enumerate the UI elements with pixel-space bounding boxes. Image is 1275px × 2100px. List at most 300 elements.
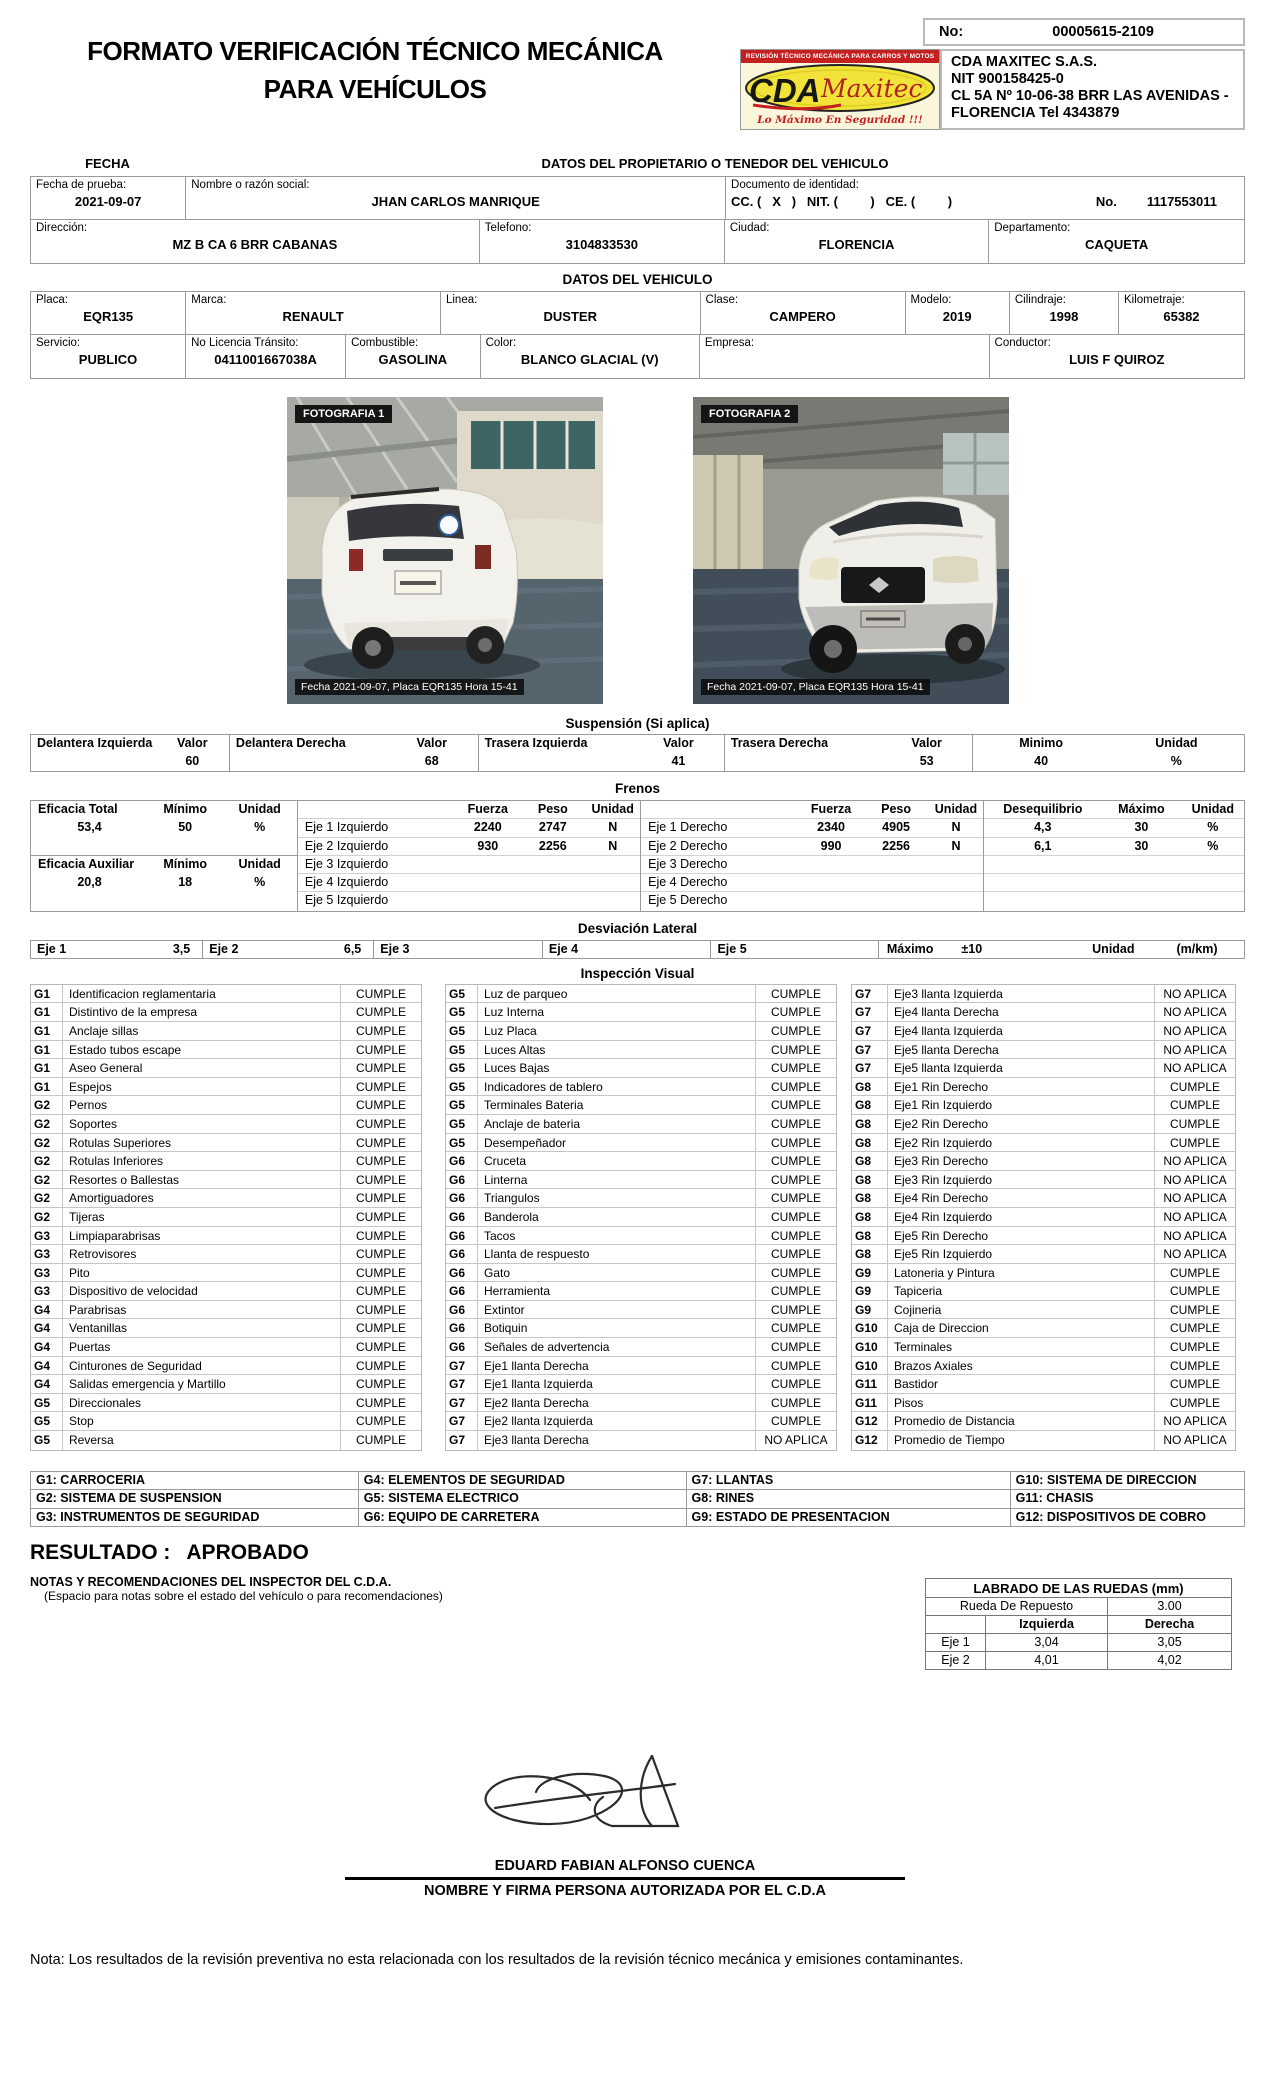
signer-name: EDUARD FABIAN ALFONSO CUENCA — [494, 1858, 756, 1874]
group-code: G7 — [446, 1394, 478, 1412]
minimo-header: Minimo — [1019, 736, 1063, 750]
inspection-row — [852, 1301, 1235, 1320]
inspection-item-label: Eje1 Rin Derecho — [888, 1078, 1155, 1096]
group-code: G6 — [446, 1152, 478, 1170]
group-code: G5 — [31, 1394, 63, 1412]
inspection-row — [31, 1152, 421, 1171]
group-code: G2 — [31, 1115, 63, 1133]
deviation-axle-4: Eje 4 — [543, 941, 712, 958]
field-label: Marca: — [191, 294, 227, 306]
deviation-axle-1: Eje 1 3,5 — [31, 941, 203, 958]
group-code: G10 — [852, 1319, 888, 1337]
field-value: 2021-09-07 — [74, 194, 142, 209]
inspection-row — [852, 1096, 1235, 1115]
inspection-row — [852, 1041, 1235, 1060]
field-value: 2019 — [942, 309, 972, 324]
vehicle-table — [30, 291, 1245, 379]
logo-banner-text: REVISIÓN TÉCNICO MECÁNICA PARA CARROS Y MOTOS — [741, 50, 939, 63]
notes-title: NOTAS Y RECOMENDACIONES DEL INSPECTOR DEL C.D.A. — [30, 1575, 392, 1590]
inspection-row — [852, 1245, 1235, 1264]
inspection-item-label: Bastidor — [888, 1375, 1155, 1393]
inspection-item-label: Herramienta — [478, 1282, 756, 1300]
inspection-row — [852, 1078, 1235, 1097]
total-efficiency-value: 53,4 — [77, 820, 102, 835]
page-title-line1: FORMATO VERIFICACIÓN TÉCNICO MECÁNICA — [87, 36, 663, 66]
inspection-row — [852, 1282, 1235, 1301]
suspension-label: Trasera Izquierda — [484, 736, 588, 750]
vehicle-row-1 — [31, 292, 1244, 335]
group-code: G5 — [446, 1022, 478, 1040]
axle-label: Eje 5 Izquierdo — [304, 893, 389, 908]
inspection-item-label: Anclaje sillas — [63, 1022, 341, 1040]
field-color — [481, 335, 700, 378]
inspection-item-label: Pernos — [63, 1096, 341, 1114]
group-code: G6 — [446, 1227, 478, 1245]
group-code: G8 — [852, 1227, 888, 1245]
group-code: G2 — [31, 1189, 63, 1207]
group-code: G2 — [31, 1208, 63, 1226]
inspection-row — [31, 1319, 421, 1338]
field-label: Kilometraje: — [1124, 294, 1185, 306]
axle-unit: N — [608, 838, 618, 853]
field-label: Conductor: — [994, 337, 1051, 349]
inspection-item-label: Latoneria y Pintura — [888, 1264, 1155, 1282]
brake-axle-row — [641, 856, 983, 874]
inspection-item-label: Pisos — [888, 1394, 1155, 1412]
inspection-status: CUMPLE — [1169, 1284, 1220, 1299]
group-code: G9 — [852, 1301, 888, 1319]
group-code: G11 — [852, 1375, 888, 1393]
inspection-row — [852, 1227, 1235, 1246]
inspection-row — [852, 1357, 1235, 1376]
inspection-status: CUMPLE — [355, 1414, 406, 1429]
axle-weight: 2256 — [882, 838, 910, 853]
field-label: Empresa: — [704, 337, 755, 349]
result-line — [30, 1541, 1245, 1565]
group-code: G12 — [852, 1412, 888, 1430]
brake-axle-row — [298, 874, 640, 892]
inspection-column-2 — [445, 984, 837, 1451]
inspection-item-label: Promedio de Tiempo — [888, 1431, 1155, 1450]
inspection-row — [31, 1412, 421, 1431]
group-code: G8 — [852, 1189, 888, 1207]
inspection-item-label: Extintor — [478, 1301, 756, 1319]
brake-axle-row — [298, 838, 640, 856]
inspection-status: CUMPLE — [355, 1098, 406, 1113]
field-clase — [701, 292, 906, 334]
inspection-status: CUMPLE — [355, 1154, 406, 1169]
group-code: G6 — [446, 1189, 478, 1207]
group-code: G7 — [852, 1059, 888, 1077]
inspection-status: CUMPLE — [1169, 1135, 1220, 1150]
field-label: Departamento: — [994, 222, 1071, 234]
axle-force — [455, 856, 520, 873]
axle-label: Eje 2 Derecho — [648, 838, 728, 853]
inspection-status: NO APLICA — [1163, 1005, 1227, 1020]
imbalance-max — [1101, 856, 1181, 873]
inspection-item-label: Luces Bajas — [478, 1059, 756, 1077]
brakes-right-axles-block: Fuerza Peso Unidad Eje 1 Derecho 2340 4905 N Eje 2 Derecho 990 2256 N Eje 3 Derecho Eje 4 Derecho Eje 5 Derecho — [641, 801, 984, 911]
group-code: G1 — [31, 1041, 63, 1059]
inspection-row — [446, 1319, 836, 1338]
group-code: G1 — [31, 985, 63, 1003]
fecha-section-title: FECHA — [85, 156, 130, 171]
group-code: G4 — [31, 1357, 63, 1375]
axle-weight — [520, 892, 585, 910]
field-value: 0411001667038A — [214, 352, 317, 367]
owner-section-title: DATOS DEL PROPIETARIO O TENEDOR DEL VEHICULO — [541, 156, 889, 171]
inspection-status: CUMPLE — [770, 1358, 821, 1373]
inspection-item-label: Eje5 llanta Izquierda — [888, 1059, 1155, 1077]
inspection-status: NO APLICA — [1163, 1433, 1227, 1448]
inspection-status: CUMPLE — [355, 1321, 406, 1336]
inspection-status: CUMPLE — [355, 986, 406, 1001]
inspection-item-label: Rotulas Inferiores — [63, 1152, 341, 1170]
inspection-item-label: Eje5 llanta Derecha — [888, 1041, 1155, 1059]
aux-efficiency-value: 20,8 — [77, 875, 102, 890]
inspection-item-label: Espejos — [63, 1078, 341, 1096]
inspection-row — [446, 1208, 836, 1227]
inspection-status: CUMPLE — [355, 1433, 406, 1448]
inspection-status: NO APLICA — [1163, 1061, 1227, 1076]
inspection-status: CUMPLE — [770, 1228, 821, 1243]
inspection-status: CUMPLE — [1169, 1098, 1220, 1113]
legend-g7: G7: LLANTAS — [687, 1472, 1011, 1491]
inspection-item-label: Eje4 Rin Derecho — [888, 1189, 1155, 1207]
field-value: PUBLICO — [78, 352, 138, 367]
axle-label: Eje 1 Derecho — [648, 820, 728, 835]
imbalance-max: 30 — [1134, 838, 1149, 853]
inspection-row — [446, 1189, 836, 1208]
inspection-item-label: Eje1 Rin Izquierdo — [888, 1096, 1155, 1114]
valor-header: Valor — [416, 736, 448, 750]
footer-note: Nota: Los resultados de la revisión preventiva no esta relacionada con los resultados de la revisión técnico mecánica y emisiones contaminantes. — [30, 1952, 964, 1968]
group-code: G10 — [852, 1338, 888, 1356]
suspension-label: Trasera Derecha — [730, 736, 829, 750]
imbalance-unit — [1182, 892, 1244, 910]
group-code: G2 — [31, 1152, 63, 1170]
field-value: CAMPERO — [769, 309, 836, 324]
imbalance-unit: % — [1207, 838, 1219, 853]
inspection-item-label: Eje3 llanta Derecha — [478, 1431, 756, 1450]
group-code: G8 — [852, 1078, 888, 1096]
suspension-section-title: Suspensión (Si aplica) — [565, 716, 710, 731]
group-code: G3 — [31, 1227, 63, 1245]
group-code: G5 — [446, 1096, 478, 1114]
inspection-row — [446, 1022, 836, 1041]
suspension-value: 60 — [185, 754, 200, 768]
axle-unit — [585, 856, 640, 873]
inspection-status: CUMPLE — [1169, 1116, 1220, 1131]
inspection-status: CUMPLE — [355, 1395, 406, 1410]
inspection-status: CUMPLE — [770, 1340, 821, 1355]
group-code: G12 — [852, 1431, 888, 1450]
legend-g1: G1: CARROCERIA — [31, 1472, 359, 1491]
axle-weight — [864, 856, 929, 873]
inspection-item-label: Parabrisas — [63, 1301, 341, 1319]
owner-row-1 — [31, 177, 1244, 220]
valor-header: Valor — [177, 736, 208, 750]
field-departamento — [989, 220, 1244, 263]
inspection-item-label: Puertas — [63, 1338, 341, 1356]
vehicle-photo-rear — [287, 397, 603, 704]
vehicle-photo-front — [693, 397, 1009, 704]
inspection-item-label: Eje3 Rin Izquierdo — [888, 1171, 1155, 1189]
inspection-item-label: Eje4 llanta Derecha — [888, 1003, 1155, 1021]
inspection-status: CUMPLE — [770, 1209, 821, 1224]
group-code: G7 — [852, 1003, 888, 1021]
group-code: G5 — [446, 1059, 478, 1077]
inspection-item-label: Eje2 Rin Izquierdo — [888, 1134, 1155, 1152]
logo-maxitec-text: Maxitec — [821, 74, 923, 103]
inspection-row — [852, 1375, 1235, 1394]
inspection-status: NO APLICA — [764, 1433, 828, 1448]
inspection-status: CUMPLE — [770, 1005, 821, 1020]
field-label: Nombre o razón social: — [191, 179, 310, 191]
inspection-row — [31, 1115, 421, 1134]
inspection-item-label: Limpiaparabrisas — [63, 1227, 341, 1245]
inspection-item-label: Eje2 Rin Derecho — [888, 1115, 1155, 1133]
deviation-max-value: ±10 — [961, 941, 983, 956]
suspension-table — [30, 734, 1245, 772]
visual-inspection — [30, 984, 1245, 1451]
imbalance-row — [984, 819, 1244, 837]
inspection-column-3 — [851, 984, 1236, 1451]
group-code: G1 — [31, 1022, 63, 1040]
inspection-status: CUMPLE — [770, 1321, 821, 1336]
group-code: G1 — [31, 1078, 63, 1096]
form-number-box — [923, 18, 1245, 46]
legend-g3: G3: INSTRUMENTOS DE SEGURIDAD — [31, 1509, 359, 1528]
inspection-status: CUMPLE — [770, 1302, 821, 1317]
inspection-row — [446, 1375, 836, 1394]
logo-cda-text: CDA — [749, 72, 821, 109]
field-value: 65382 — [1163, 309, 1200, 324]
vehicle-row-2 — [31, 335, 1244, 378]
inspection-item-label: Aseo General — [63, 1059, 341, 1077]
group-code: G2 — [31, 1096, 63, 1114]
field-value: EQR135 — [83, 309, 134, 324]
axle-force: 2340 — [817, 820, 845, 835]
axle-weight: 2747 — [538, 820, 567, 835]
inspection-row — [31, 1078, 421, 1097]
field-nombre — [186, 177, 726, 219]
cda-maxitec-logo — [740, 49, 940, 130]
inspection-status: CUMPLE — [355, 1005, 406, 1020]
group-code: G6 — [446, 1301, 478, 1319]
field-label: Combustible: — [351, 337, 419, 349]
field-combustible — [346, 335, 481, 378]
inspection-item-label: Pito — [63, 1264, 341, 1282]
group-code: G7 — [446, 1431, 478, 1450]
field-value: BLANCO GLACIAL (V) — [520, 352, 659, 367]
axle-unit — [929, 874, 984, 891]
inspection-status: CUMPLE — [770, 1395, 821, 1410]
field-label: Linea: — [445, 294, 478, 306]
signature-line — [345, 1877, 905, 1880]
inspection-row — [31, 1171, 421, 1190]
group-code: G11 — [852, 1394, 888, 1412]
inspection-status: CUMPLE — [355, 1228, 406, 1243]
lateral-deviation-table — [30, 940, 1245, 959]
inspection-row — [852, 1264, 1235, 1283]
inspection-item-label: Eje5 Rin Derecho — [888, 1227, 1155, 1245]
field-label: Servicio: — [36, 337, 81, 349]
inspection-item-label: Retrovisores — [63, 1245, 341, 1263]
inspection-status: CUMPLE — [355, 1265, 406, 1280]
page-title — [30, 18, 720, 130]
field-value: 1998 — [1049, 309, 1079, 324]
group-code: G6 — [446, 1338, 478, 1356]
inspection-row — [446, 1245, 836, 1264]
spare-wheel-row — [925, 1598, 1232, 1616]
field-placa — [31, 292, 186, 334]
field-value: RENAULT — [282, 309, 344, 324]
inspection-row — [31, 1394, 421, 1413]
company-info — [940, 49, 1245, 130]
inspection-item-label: Luz de parqueo — [478, 985, 756, 1003]
inspection-status: NO APLICA — [1163, 1191, 1227, 1206]
inspection-status: CUMPLE — [355, 1209, 406, 1224]
inspection-status: CUMPLE — [355, 1191, 406, 1206]
field-value: DUSTER — [543, 309, 597, 324]
axle-force — [455, 892, 520, 910]
imbalance-row — [984, 856, 1244, 874]
inspection-row — [31, 1245, 421, 1264]
inspection-row — [852, 1003, 1235, 1022]
inspection-item-label: Luz Placa — [478, 1022, 756, 1040]
group-code: G7 — [852, 1041, 888, 1059]
field-value: FLORENCIA — [818, 237, 895, 252]
tread-rows — [925, 1634, 1232, 1670]
inspection-row — [852, 1412, 1235, 1431]
field-value: 3104833530 — [565, 237, 638, 252]
field-label: Cilindraje: — [1014, 294, 1066, 306]
group-code: G9 — [852, 1282, 888, 1300]
group-code: G8 — [852, 1134, 888, 1152]
spare-wheel-label: Rueda De Repuesto — [926, 1598, 1108, 1615]
inspection-status: NO APLICA — [1163, 1209, 1227, 1224]
axle-unit — [929, 892, 984, 910]
section-headers-row — [30, 156, 1245, 171]
tread-row — [925, 1634, 1232, 1652]
result-label: RESULTADO : — [30, 1541, 171, 1565]
axle-weight: 2256 — [538, 838, 567, 853]
group-code: G8 — [852, 1152, 888, 1170]
inspection-row — [31, 1022, 421, 1041]
group-code: G5 — [31, 1431, 63, 1450]
inspection-item-label: Eje3 llanta Izquierda — [888, 985, 1155, 1003]
suspension-min-unit — [973, 735, 1244, 771]
field-empresa — [700, 335, 990, 378]
field-conductor — [990, 335, 1244, 378]
group-code: G8 — [852, 1115, 888, 1133]
inspection-item-label: Caja de Direccion — [888, 1319, 1155, 1337]
unidad-header: Unidad — [1155, 736, 1198, 750]
inspection-status: CUMPLE — [770, 1079, 821, 1094]
brake-axle-row — [641, 838, 983, 856]
group-code: G1 — [31, 1003, 63, 1021]
suspension-rear-right — [725, 735, 974, 771]
group-code: G5 — [31, 1412, 63, 1430]
inspection-item-label: Salidas emergencia y Martillo — [63, 1375, 341, 1393]
inspection-status: CUMPLE — [355, 1284, 406, 1299]
logo-ellipse-icon — [741, 63, 939, 113]
inspection-status: CUMPLE — [355, 1247, 406, 1262]
garage-rear-view-illustration — [287, 397, 603, 704]
brake-axle-row — [298, 892, 640, 910]
inspection-status: CUMPLE — [1169, 1265, 1220, 1280]
inspection-row — [446, 985, 836, 1004]
axle-label: Eje 5 Derecho — [648, 893, 728, 908]
inspection-row — [446, 1227, 836, 1246]
inspection-status: CUMPLE — [355, 1023, 406, 1038]
axle-unit — [929, 856, 984, 873]
axle-unit — [585, 892, 640, 910]
inspection-row — [446, 1096, 836, 1115]
inspection-item-label: Direccionales — [63, 1394, 341, 1412]
imbalance-max — [1101, 892, 1181, 910]
vehicle-section-title: DATOS DEL VEHICULO — [562, 272, 713, 287]
inspection-row — [31, 1357, 421, 1376]
inspection-item-label: Llanta de respuesto — [478, 1245, 756, 1263]
tread-axle: Eje 2 — [926, 1652, 986, 1669]
inspection-item-label: Ventanillas — [63, 1319, 341, 1337]
field-fecha-prueba — [31, 177, 186, 219]
inspection-item-label: Eje2 llanta Derecha — [478, 1394, 756, 1412]
inspection-item-label: Triangulos — [478, 1189, 756, 1207]
unidad-value: % — [1170, 754, 1182, 768]
axle-force: 2240 — [473, 820, 502, 835]
group-code: G6 — [446, 1319, 478, 1337]
group-code: G5 — [446, 1041, 478, 1059]
imbalance-value: 6,1 — [1034, 838, 1052, 853]
imbalance-max: 30 — [1134, 820, 1149, 835]
inspection-row — [31, 1041, 421, 1060]
imbalance-value — [984, 892, 1101, 910]
group-code: G6 — [446, 1208, 478, 1226]
group-code: G8 — [852, 1096, 888, 1114]
group-code: G3 — [31, 1282, 63, 1300]
group-code: G4 — [31, 1338, 63, 1356]
field-telefono — [480, 220, 725, 263]
inspection-status: CUMPLE — [770, 1191, 821, 1206]
inspection-row — [31, 985, 421, 1004]
axle-force — [799, 874, 864, 891]
inspection-status: CUMPLE — [770, 1284, 821, 1299]
inspection-row — [446, 1059, 836, 1078]
field-value — [705, 352, 984, 367]
inspection-row — [852, 1115, 1235, 1134]
group-code: G7 — [446, 1357, 478, 1375]
brake-axle-row — [641, 874, 983, 892]
photo1-label: FOTOGRAFIA 1 — [295, 405, 392, 423]
inspection-item-label: Eje1 llanta Derecha — [478, 1357, 756, 1375]
inspection-row — [852, 1059, 1235, 1078]
group-code: G7 — [852, 1022, 888, 1040]
imbalance-row — [984, 874, 1244, 892]
group-code: G7 — [446, 1412, 478, 1430]
axle-label: Eje 4 Derecho — [648, 875, 728, 890]
inspection-row — [446, 1301, 836, 1320]
result-value: APROBADO — [186, 1541, 309, 1565]
group-code: G5 — [446, 1078, 478, 1096]
group-code: G2 — [31, 1134, 63, 1152]
inspection-status: CUMPLE — [1169, 1377, 1220, 1392]
left-header: Izquierda — [986, 1616, 1108, 1633]
field-value: GASOLINA — [378, 352, 448, 367]
group-code: G9 — [852, 1264, 888, 1282]
